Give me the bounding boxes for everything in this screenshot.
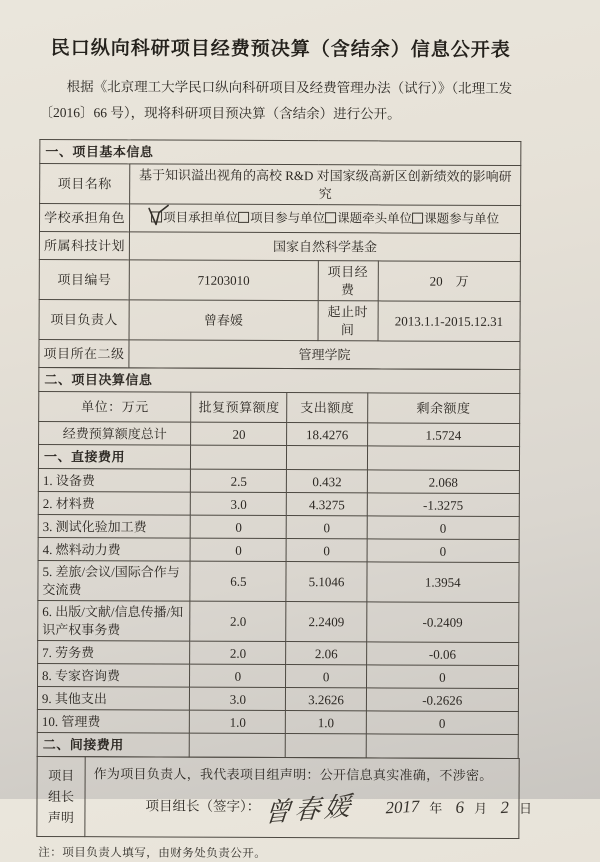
budget-row [38,641,519,666]
budget-approved: 20 [191,422,287,445]
budget-spent: 0 [287,539,367,562]
budget-remaining: 0 [367,516,519,540]
budget-remaining: -1.3275 [367,493,519,517]
budget-row [38,561,519,603]
budget-row-label: 10. 管理费 [37,710,189,734]
basic-info-section-title: 一、项目基本信息 [40,139,521,165]
budget-remaining: 1.3954 [367,562,520,603]
budget-row [37,687,518,712]
checkbox-icon [325,212,336,223]
budget-approved: 1.0 [190,711,286,734]
intro-paragraph [39,74,521,128]
checkbox-icon-checked [151,212,162,223]
basic-info-section-row [40,139,521,165]
role-row [39,204,520,234]
date-month-unit: 月 [474,800,488,817]
budget-table [37,367,521,759]
budget-spent: 2.06 [286,642,366,665]
project-name-label: 项目名称 [40,163,130,203]
program-row [39,232,520,262]
budget-row [38,538,519,563]
budget-row-total [39,422,520,447]
budget-remaining: -0.06 [366,642,518,666]
budget-row-label: 1. 设备费 [38,469,190,493]
school-label: 项目所在二级 [39,340,129,368]
program-label: 所属科技计划 [39,232,129,260]
date-day: 2 [500,797,510,818]
date-day-unit: 日 [518,801,533,817]
declaration-header-line: 组长 [47,789,75,805]
intro-line-2: 〔2016〕66 号），现将科研项目预决算（含结余）进行公开。 [39,104,401,122]
budget-approved: 3.0 [190,688,286,711]
budget-header-row [39,392,520,424]
budget-remaining: 0 [367,539,519,563]
project-number-label: 项目编号 [39,260,129,300]
basic-info-table [38,139,521,370]
declaration-statement: 作为项目负责人，我代表项目组声明：公开信息真实准确，不涉密。 [93,766,493,784]
intro-line-1: 根据《北京理工大学民口纵向科研项目及经费管理办法（试行）》（北理工发 [66,79,513,97]
role-option-3 [325,210,412,227]
budget-approved: 0 [190,538,286,561]
form-content [36,0,533,862]
period-label: 起止时间 [318,301,378,341]
footnote: 注：项目负责人填写，由财务处负责公开。 [38,847,267,861]
spent-header: 支出额度 [287,393,367,423]
budget-row [38,515,519,540]
budget-row [38,492,519,517]
budget-row-label: 3. 测试化验加工费 [38,515,190,539]
budget-spent: 0 [287,516,367,539]
budget-row-label: 4. 燃料动力费 [38,538,190,562]
budget-row-label: 2. 材料费 [38,492,190,516]
leader-value: 曾春媛 [129,300,318,341]
budget-row-label: 经费预算额度总计 [39,422,191,446]
checkbox-icon [238,212,249,223]
budget-spent: 5.1046 [286,562,366,602]
project-number-value: 71203010 [129,260,318,301]
budget-spent: 0.432 [287,470,367,493]
budget-row-label: 9. 其他支出 [37,687,189,711]
budget-row [38,664,519,689]
unit-header: 单位：万元 [39,392,191,423]
budget-spent: 1.0 [286,711,366,734]
declaration-header [37,757,85,837]
declaration-row [37,757,519,839]
budget-spent: 18.4276 [287,423,367,446]
budget-remaining: 2.068 [367,470,519,494]
approved-header: 批复预算额度 [191,392,287,422]
checkbox-icon [412,213,423,224]
budget-row-label: 7. 劳务费 [38,641,190,665]
budget-approved: 6.5 [190,561,286,602]
budget-remaining: 1.5724 [367,423,519,447]
budget-approved: 0 [190,665,286,688]
role-option-1 [151,210,238,227]
funding-label: 项目经费 [318,261,378,301]
role-option-label: 课题参与单位 [424,211,500,227]
budget-spent: 3.2626 [286,688,366,711]
leader-row [39,300,520,342]
remaining-header: 剩余额度 [367,393,519,424]
date-month: 6 [455,797,465,818]
role-label: 学校承担角色 [39,204,129,232]
budget-approved: 2.0 [190,601,286,642]
project-name-row [40,163,521,205]
declaration-table [36,756,533,839]
signature: 曾春媛 [263,791,356,829]
budget-row-label: 8. 专家咨询费 [38,664,190,688]
budget-row-direct-costs [38,445,519,471]
date-year-unit: 年 [429,800,443,816]
budget-row-indirect-costs [37,733,518,759]
budget-remaining: 0 [366,711,518,735]
budget-row-label: 6. 出版/文献/信息传播/知识产权事务费 [38,601,190,642]
project-number-row [39,260,520,302]
budget-row [38,469,519,494]
budget-approved: 3.0 [191,492,287,515]
budget-approved: 2.5 [191,469,287,492]
declaration-body [85,757,533,839]
school-row [39,340,520,370]
role-options [130,204,521,234]
budget-remaining: -0.2409 [366,602,519,643]
period-value: 2013.1.1-2015.12.31 [378,301,521,342]
budget-approved: 2.0 [190,642,286,665]
budget-spent: 0 [286,665,366,688]
declaration-header-line: 声明 [47,810,74,826]
funding-value: 20 万 [378,261,521,302]
leader-label: 项目负责人 [39,300,129,340]
school-value: 管理学院 [129,340,520,370]
budget-row [37,710,518,735]
budget-row-label: 5. 差旅/会议/国际合作与交流费 [38,561,190,602]
budget-section-row [39,368,520,394]
page-title: 民口纵向科研项目经费预决算（含结余）信息公开表 [50,37,511,62]
role-option-label: 项目承担单位 [163,210,239,225]
role-option-label: 课题牵头单位 [337,211,413,226]
budget-row-label: 二、间接费用 [37,733,189,758]
role-option-2 [238,210,325,227]
budget-spent: 4.3275 [287,493,367,516]
budget-row-label: 一、直接费用 [38,445,190,470]
signature-date [380,797,537,821]
declaration-header-line: 项目 [48,768,75,784]
budget-spent: 2.2409 [286,602,366,642]
role-option-4 [412,211,499,228]
sign-label: 项目组长（签字）： [145,798,261,815]
role-option-label: 项目参与单位 [250,211,326,226]
date-year: 2017 [384,796,420,818]
budget-remaining: 0 [366,665,518,689]
signature-line [145,789,533,829]
budget-remaining: -0.2626 [366,688,518,712]
program-value: 国家自然科学基金 [130,232,521,262]
budget-row [38,601,519,643]
project-name-value: 基于知识溢出视角的高校 R&D 对国家级高新区创新绩效的影响研究 [130,164,521,206]
budget-approved: 0 [190,515,286,538]
budget-section-title: 二、项目决算信息 [39,368,520,394]
